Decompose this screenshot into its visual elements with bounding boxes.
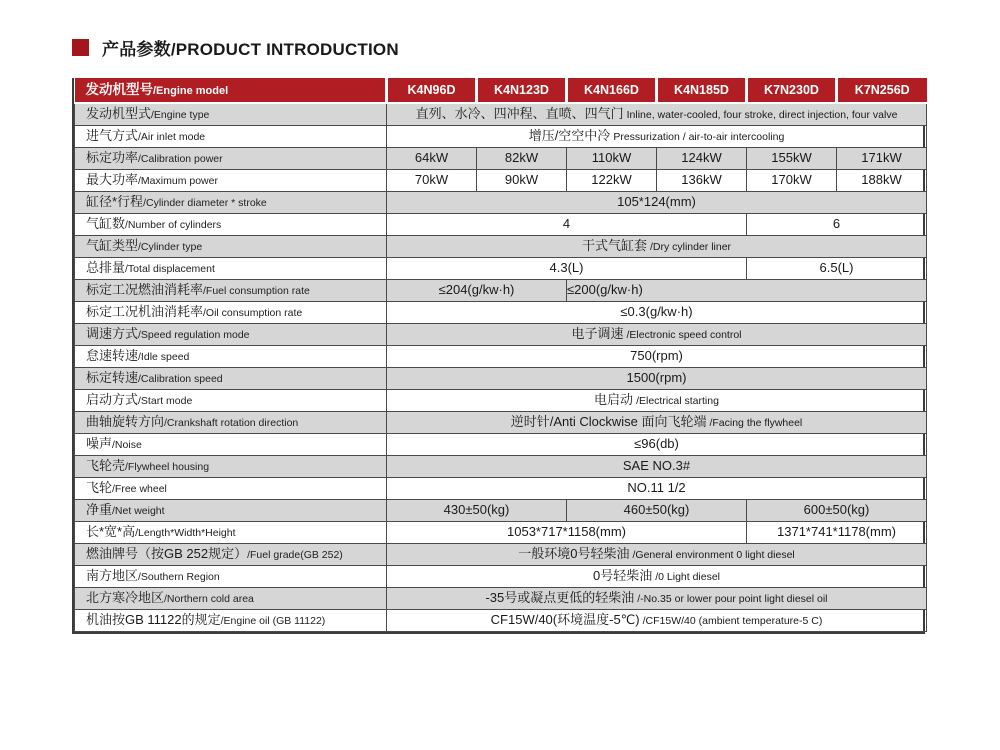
row-value-main: 170kW [771,172,812,187]
row-label-en: /Flywheel housing [125,461,210,473]
row-value-main: 64kW [414,150,449,165]
row-value [747,257,927,279]
row-label [75,455,387,477]
row-value-sub: Pressurization / air-to-air intercooling [613,131,785,143]
row-value-sub: /Electrical starting [636,395,719,407]
row-value [387,565,927,587]
page-title-text [102,35,399,60]
row-label [75,367,387,389]
row-value-main: 0号轻柴油 [592,568,653,583]
row-value-main: 122kW [591,172,632,187]
row-label-en: /Air inlet mode [138,131,206,143]
row-value [387,323,927,345]
row-label [75,565,387,587]
table-row [75,433,927,455]
row-value [387,345,927,367]
row-value-main: NO.11 1/2 [627,480,686,495]
row-value [387,411,927,433]
row-value-main: ≤0.3(g/kw·h) [620,304,693,319]
row-label-en: /Idle speed [138,351,190,363]
row-label-en: /Length*Width*Height [135,527,236,539]
row-value-sub: /-No.35 or lower pour point light diesel oil [637,593,828,605]
row-label [75,147,387,169]
engine-model-header-en: /Engine model [153,85,229,97]
row-value [387,499,567,521]
row-label [75,389,387,411]
table-row [75,147,927,169]
row-label-zh: 气缸类型 [86,238,139,253]
row-value [387,213,747,235]
engine-model-header-cell [75,78,387,103]
row-value [387,169,477,191]
row-value-main: ≤204(g/kw·h) [438,282,515,297]
row-value [387,587,927,609]
row-label-zh: 燃油牌号（按GB 252规定） [86,546,248,561]
model-column-header: K7N230D [747,78,837,103]
row-value [387,543,927,565]
table-row [75,103,927,125]
row-label [75,301,387,323]
row-label-en: /Engine oil (GB 11122) [220,615,326,627]
row-value [387,103,927,125]
row-label-en: /Net weight [112,505,165,517]
page-title [72,35,399,60]
row-label-en: /Fuel consumption rate [203,285,310,297]
row-value-main: 124kW [681,150,722,165]
row-label-en: /Noise [112,439,142,451]
row-label-zh: 南方地区 [86,568,139,583]
model-column-header: K4N96D [387,78,477,103]
row-value-main: 430±50(kg) [443,502,510,517]
row-label-zh: 缸径*行程 [86,194,144,209]
table-row [75,587,927,609]
row-label [75,499,387,521]
row-value-sub: /Electronic speed control [626,329,742,341]
row-label [75,103,387,125]
row-label-zh: 标定转速 [86,370,139,385]
row-value [567,147,657,169]
row-value [387,235,927,257]
row-label [75,323,387,345]
table-row [75,125,927,147]
table-row [75,543,927,565]
row-label-en: /Calibration speed [138,373,223,385]
row-value-main: 1053*717*1158(mm) [507,524,626,539]
row-label [75,125,387,147]
row-label [75,609,387,631]
row-value-sub: /0 Light diesel [655,571,721,583]
table-row [75,389,927,411]
row-label-zh: 机油按GB 11122的规定 [86,612,221,627]
row-label-en: /Cylinder type [138,241,203,253]
row-label-zh: 气缸数 [86,216,126,231]
row-label [75,191,387,213]
table-row [75,213,927,235]
row-value [747,169,837,191]
row-value [567,279,927,301]
row-value [837,147,927,169]
row-value [567,499,747,521]
row-value [747,521,927,543]
row-value [387,301,927,323]
row-value [477,169,567,191]
table-row [75,301,927,323]
row-value [387,257,747,279]
table-row [75,565,927,587]
row-value [387,433,927,455]
row-value-main: ≤200(g/kw·h) [567,282,643,297]
row-value-main: -35号或凝点更低的轻柴油 [485,590,635,605]
row-value-main: 6.5(L) [819,260,854,275]
row-label [75,279,387,301]
row-value-main: 一般环境0号轻柴油 [518,546,630,561]
model-column-header: K4N166D [567,78,657,103]
model-column-header: K7N256D [837,78,927,103]
row-value-main: 90kW [504,172,539,187]
row-label-en: /Calibration power [138,153,223,165]
row-value-main: 逆时针/Anti Clockwise 面向飞轮端 [510,414,707,429]
row-label-zh: 标定功率 [86,150,139,165]
table-row [75,609,927,631]
row-label [75,477,387,499]
model-column-header: K4N123D [477,78,567,103]
row-value-main: 110kW [591,150,632,165]
row-value-main: 4 [562,216,571,231]
row-label [75,235,387,257]
row-value [657,169,747,191]
page-title-zh: 产品参数 [102,40,171,59]
row-value-main: 直列、水冷、四冲程、直喷、四气门 [415,106,624,122]
row-label-en: /Oil consumption rate [203,307,303,319]
row-value-main: 增压/空空中冷 [528,128,611,143]
table-row [75,235,927,257]
row-label [75,257,387,279]
row-label-en: /Cylinder diameter * stroke [143,197,267,209]
row-value [747,499,927,521]
page-title-en: /PRODUCT INTRODUCTION [170,40,399,59]
row-value-main: 70kW [414,172,449,187]
row-value-main: 750(rpm) [630,348,683,363]
row-value [657,147,747,169]
table-row [75,499,927,521]
row-value-sub: /Facing the flywheel [709,417,803,429]
table-row [75,455,927,477]
row-label-en: /Speed regulation mode [138,329,250,341]
table-row [75,411,927,433]
row-value [387,147,477,169]
row-label-zh: 净重 [86,502,113,517]
row-label-zh: 曲轴旋转方向 [86,414,165,429]
row-value-main: 171kW [861,150,902,165]
row-value [837,169,927,191]
row-value [747,213,927,235]
table-row [75,191,927,213]
row-value [387,191,927,213]
table-row [75,477,927,499]
row-label-zh: 怠速转速 [86,348,139,363]
row-label-en: /Free wheel [112,483,167,495]
row-label-zh: 发动机型式 [86,106,152,122]
row-label-en: /Maximum power [138,175,218,187]
row-label-en: /Number of cylinders [125,219,222,231]
spec-table-container [72,78,925,634]
row-label-zh: 北方寒冷地区 [86,590,165,605]
row-value [387,521,747,543]
table-row [75,521,927,543]
table-row [75,257,927,279]
row-value-main: 155kW [771,150,812,165]
row-label [75,543,387,565]
table-row [75,323,927,345]
row-value-main: 6 [832,216,841,231]
row-label-en: /Start mode [138,395,193,407]
row-value [747,147,837,169]
table-header-row [75,78,927,103]
row-label-zh: 标定工况机油消耗率 [86,304,204,319]
row-value-main: ≤96(db) [634,436,679,451]
row-value [567,169,657,191]
table-row [75,279,927,301]
row-value-main: 82kW [504,150,539,165]
row-label-zh: 启动方式 [86,392,139,407]
row-value-main: 188kW [861,172,902,187]
engine-model-header-zh: 发动机型号 [85,82,153,97]
row-value-sub: /General environment 0 light diesel [632,549,795,561]
row-value-sub: Inline, water-cooled, four stroke, direct injection, four valve [626,109,898,122]
row-label-en: /Northern cold area [164,593,254,605]
row-label-zh: 飞轮 [86,480,113,495]
row-value-main: 600±50(kg) [803,502,870,517]
row-label [75,213,387,235]
row-value-main: 1371*741*1178(mm) [777,524,896,539]
row-label-en: /Crankshaft rotation direction [164,417,299,429]
row-value-main: 干式气缸套 [581,238,647,253]
row-value-main: 136kW [681,172,722,187]
row-label-zh: 标定工况燃油消耗率 [86,282,204,297]
row-label-zh: 长*宽*高 [86,524,136,539]
row-label [75,521,387,543]
row-label-zh: 进气方式 [86,128,139,143]
row-label [75,411,387,433]
model-column-header: K4N185D [657,78,747,103]
row-label-zh: 总排量 [86,260,126,275]
row-label [75,345,387,367]
row-value-main: 电启动 [594,392,634,407]
row-label-zh: 噪声 [86,436,113,451]
row-value-sub: /Dry cylinder liner [649,241,732,253]
row-value [387,279,567,301]
row-label-en: /Southern Region [138,571,220,583]
row-value-main: 4.3(L) [549,260,584,275]
row-value [387,455,927,477]
row-label [75,169,387,191]
row-value [477,147,567,169]
row-label-en: /Fuel grade(GB 252) [247,549,343,561]
table-row [75,367,927,389]
row-label-zh: 调速方式 [86,326,139,341]
table-row [75,345,927,367]
row-label-en: /Engine type [151,109,210,122]
row-value [387,367,927,389]
row-value [387,477,927,499]
row-value [387,389,927,411]
row-label-en: /Total displacement [125,263,215,275]
row-label-zh: 最大功率 [86,172,139,187]
row-value-main: 电子调速 [571,326,624,341]
row-value-main: 105*124(mm) [617,194,696,209]
row-value-sub: /CF15W/40 (ambient temperature-5 C) [642,615,823,627]
row-label [75,587,387,609]
row-label-zh: 飞轮壳 [86,458,126,473]
spec-table [74,78,927,632]
table-row [75,169,927,191]
row-label [75,433,387,455]
row-value [387,125,927,147]
row-value-main: SAE NO.3# [622,458,691,473]
row-value-main: CF15W/40(环境温度-5℃) [490,612,640,627]
title-bullet-square [72,39,89,56]
row-value [387,609,927,631]
row-value-main: 1500(rpm) [626,370,687,385]
row-value-main: 460±50(kg) [623,502,690,517]
